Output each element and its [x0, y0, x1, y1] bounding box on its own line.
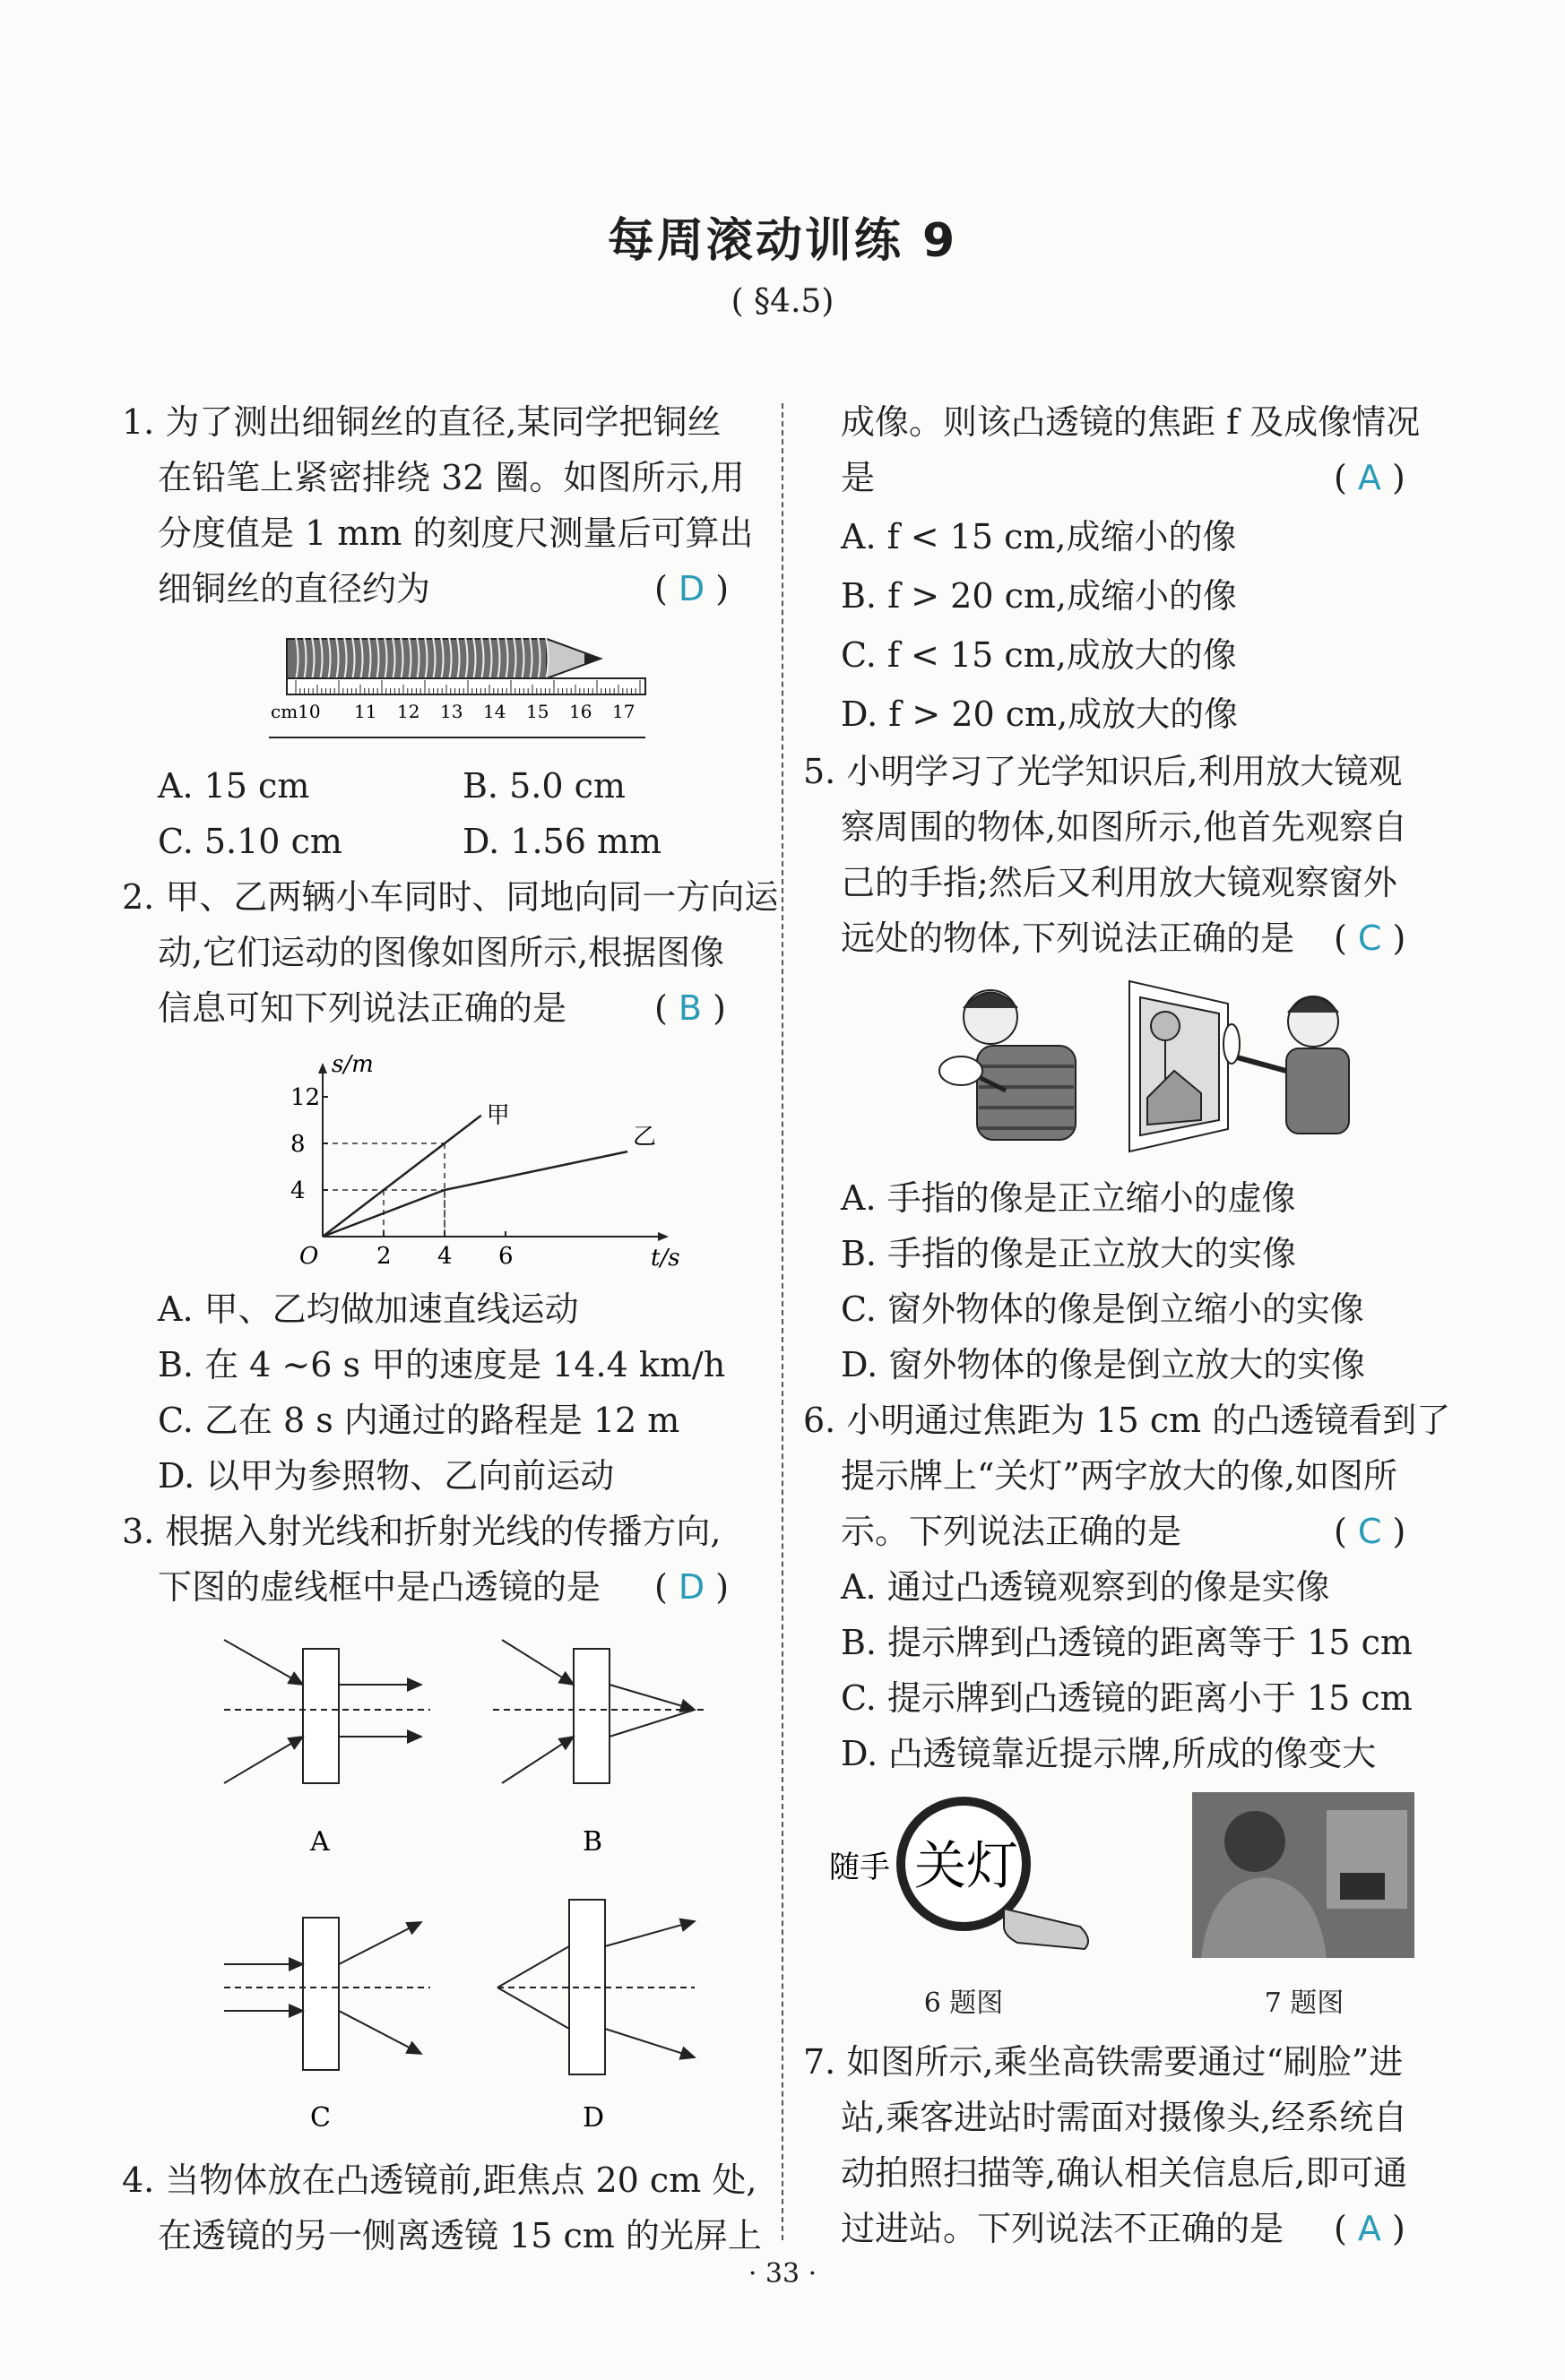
- q1-answer-box: ( D ): [654, 569, 730, 608]
- figure-d-ray-in-bottom: [497, 1988, 569, 2029]
- q1-option-c: C. 5.10 cm: [158, 822, 342, 861]
- chart-x-arrow: [658, 1232, 669, 1241]
- figure-d: [497, 1900, 695, 2074]
- figure-c-ray-out-bottom: [339, 2011, 421, 2054]
- q3-answer-box: ( D ): [654, 1567, 730, 1607]
- section-ref: ( §4.5): [731, 283, 834, 320]
- q5-option-a: A. 手指的像是正立缩小的虚像: [841, 1178, 1296, 1218]
- ruler-label-16: 16: [569, 701, 592, 722]
- figure-b-ray-out-top: [610, 1685, 695, 1710]
- q1-line-1: 1. 为了测出细铜丝的直径,某同学把铜丝: [122, 402, 722, 442]
- q7-answer-box: ( A ): [1334, 2209, 1405, 2248]
- q6-option-a: A. 通过凸透镜观察到的像是实像: [841, 1567, 1330, 1607]
- chart-y-label: s/m: [332, 1051, 374, 1078]
- figure-b-ray-out-bottom: [610, 1710, 695, 1737]
- x-tick-label-4: 4: [437, 1243, 453, 1270]
- q7-answer: A: [1357, 2209, 1381, 2248]
- boy1-shirt: [977, 1046, 1076, 1140]
- q2-option-d: D. 以甲为参照物、乙向前运动: [158, 1456, 615, 1496]
- ruler-label-cm10: cm10: [271, 701, 321, 722]
- chart-origin-label: O: [299, 1243, 319, 1270]
- magnifier1-lens: [939, 1056, 982, 1085]
- figure-label-a: A: [310, 1826, 330, 1858]
- ruler-label-11: 11: [354, 701, 377, 722]
- q4-answer: A: [1357, 458, 1381, 497]
- q4-option-c: C. f < 15 cm,成放大的像: [841, 635, 1237, 675]
- figure-label-b: B: [583, 1826, 603, 1858]
- figure-c-box: [303, 1918, 339, 2070]
- ruler-label-13: 13: [440, 701, 463, 722]
- figure-b-ray-in-top: [502, 1640, 574, 1685]
- sign-prefix-text: 随手: [829, 1850, 890, 1885]
- q1-option-a: A. 15 cm: [158, 766, 310, 806]
- fig7-caption: 7 题图: [1264, 1988, 1345, 2019]
- figure-a-ray-in-bottom: [224, 1737, 303, 1783]
- ruler-label-15: 15: [526, 701, 549, 722]
- q2-option-a: A. 甲、乙均做加速直线运动: [158, 1289, 579, 1329]
- x-tick-label-2: 2: [376, 1243, 392, 1270]
- q4-answer-box: ( A ): [1334, 458, 1405, 497]
- q5-magnifier-illustration: [905, 972, 1371, 1165]
- figure-c-ray-out-top: [339, 1922, 421, 1964]
- q2-line-1: 2. 甲、乙两辆小车同时、同地向同一方向运: [122, 877, 779, 917]
- q2-line-2: 动,它们运动的图像如图所示,根据图像: [158, 933, 725, 972]
- sign-magnified-text: 关灯: [914, 1835, 1019, 1896]
- q1-option-d: D. 1.56 mm: [463, 822, 662, 861]
- ruler-label-12: 12: [397, 701, 420, 722]
- q4-line-3: 成像。则该凸透镜的焦距 f 及成像情况: [841, 402, 1421, 442]
- ruler: [287, 678, 645, 694]
- q6-option-b: B. 提示牌到凸透镜的距离等于 15 cm: [841, 1623, 1413, 1662]
- page-number: · 33 ·: [748, 2258, 817, 2289]
- q1-line-4: 细铜丝的直径约为: [158, 569, 431, 608]
- y-tick-label-4: 4: [290, 1177, 306, 1204]
- q1-answer: D: [678, 569, 705, 608]
- y-tick-label-8: 8: [290, 1131, 306, 1158]
- series-line-jia: [323, 1116, 481, 1237]
- q2-line-3: 信息可知下列说法正确的是: [158, 988, 567, 1028]
- figure-label-d: D: [583, 2102, 605, 2134]
- q4-option-b: B. f > 20 cm,成缩小的像: [841, 576, 1237, 616]
- figure-b-ray-in-bottom: [502, 1737, 574, 1783]
- boy2-shirt: [1286, 1048, 1349, 1134]
- q3-lens-figures: [206, 1613, 726, 2151]
- boy2-hair: [1288, 997, 1338, 1013]
- q6-option-c: C. 提示牌到凸透镜的距离小于 15 cm: [841, 1678, 1413, 1718]
- y-tick-label-12: 12: [290, 1084, 321, 1111]
- q1-line-2: 在铅笔上紧密排绕 32 圈。如图所示,用: [158, 458, 745, 497]
- figure-label-c: C: [310, 2102, 331, 2134]
- figure-c: [224, 1918, 430, 2070]
- photo-person-head: [1224, 1811, 1285, 1872]
- q2-answer-box: ( B ): [654, 988, 726, 1028]
- ruler-label-14: 14: [483, 701, 506, 722]
- q1-option-b: B. 5.0 cm: [463, 766, 626, 806]
- figure-d-ray-in-top: [497, 1946, 569, 1988]
- figure-a-ray-in-top: [224, 1640, 303, 1685]
- q6-answer: C: [1357, 1512, 1382, 1551]
- q3-line-1: 3. 根据入射光线和折射光线的传播方向,: [122, 1512, 722, 1551]
- q5-answer: C: [1357, 918, 1382, 958]
- q2-option-b: B. 在 4 ~6 s 甲的速度是 14.4 km/h: [158, 1345, 726, 1384]
- q5-line-2: 察周围的物体,如图所示,他首先观察自: [841, 807, 1408, 847]
- q2-distance-time-chart: [269, 1035, 680, 1277]
- fig6-caption: 6 题图: [923, 1988, 1004, 2019]
- figure-a: [224, 1640, 430, 1783]
- column-divider: [782, 403, 783, 2240]
- q1-pencil-ruler-figure: [269, 623, 654, 748]
- figure-a-box: [303, 1649, 339, 1783]
- series-label-yi: 乙: [633, 1124, 657, 1151]
- q6-sign-figure: [825, 1783, 1129, 1962]
- figure-b-box: [574, 1649, 610, 1783]
- q4-option-d: D. f > 20 cm,成放大的像: [841, 694, 1239, 734]
- q5-line-1: 5. 小明学习了光学知识后,利用放大镜观: [803, 752, 1403, 791]
- q5-option-c: C. 窗外物体的像是倒立缩小的实像: [841, 1289, 1364, 1329]
- series-label-jia: 甲: [486, 1101, 510, 1129]
- boy1-hair: [964, 993, 1017, 1009]
- q6-line-1: 6. 小明通过焦距为 15 cm 的凸透镜看到了: [803, 1401, 1451, 1440]
- q7-line-2: 站,乘客进站时需面对摄像头,经系统自: [841, 2098, 1408, 2137]
- x-tick-label-6: 6: [498, 1243, 514, 1270]
- figure-d-ray-out-top: [605, 1921, 695, 1946]
- q4-line-4: 是: [841, 458, 876, 497]
- q3-line-2: 下图的虚线框中是凸透镜的是: [158, 1567, 601, 1607]
- q7-line-4: 过进站。下列说法不正确的是: [841, 2209, 1284, 2248]
- q6-line-2: 提示牌上“关灯”两字放大的像,如图所: [841, 1456, 1397, 1496]
- q2-option-c: C. 乙在 8 s 内通过的路程是 12 m: [158, 1401, 680, 1440]
- q5-line-3: 己的手指;然后又利用放大镜观察窗外: [841, 863, 1397, 902]
- chart-x-label: t/s: [651, 1245, 680, 1272]
- q2-answer: B: [678, 988, 702, 1028]
- q7-line-1: 7. 如图所示,乘坐高铁需要通过“刷脸”进: [803, 2042, 1404, 2082]
- series-line-yi: [323, 1151, 627, 1237]
- photo-scanner: [1340, 1873, 1385, 1900]
- q5-line-4: 远处的物体,下列说法正确的是: [841, 918, 1295, 958]
- q7-station-photo: [1192, 1792, 1414, 1958]
- q6-option-d: D. 凸透镜靠近提示牌,所成的像变大: [841, 1734, 1377, 1773]
- q6-answer-box: ( C ): [1334, 1512, 1406, 1551]
- q7-line-3: 动拍照扫描等,确认相关信息后,即可通: [841, 2153, 1408, 2193]
- q5-option-d: D. 窗外物体的像是倒立放大的实像: [841, 1345, 1366, 1384]
- figure-d-ray-out-bottom: [605, 2029, 695, 2057]
- q4-line-1: 4. 当物体放在凸透镜前,距焦点 20 cm 处,: [122, 2160, 757, 2200]
- page-title: 每周滚动训练 9: [607, 214, 958, 268]
- q5-answer-box: ( C ): [1334, 918, 1406, 958]
- window-tree-crown: [1151, 1012, 1180, 1040]
- figure-b: [493, 1640, 708, 1783]
- ruler-label-17: 17: [612, 701, 636, 722]
- q6-line-3: 示。下列说法正确的是: [841, 1512, 1182, 1551]
- q4-line-2: 在透镜的另一侧离透镜 15 cm 的光屏上: [158, 2216, 762, 2255]
- hand: [1004, 1909, 1088, 1949]
- chart-y-arrow: [318, 1063, 327, 1074]
- q1-line-3: 分度值是 1 mm 的刻度尺测量后可算出: [158, 513, 754, 553]
- boy2-arm: [1237, 1057, 1286, 1071]
- q5-option-b: B. 手指的像是正立放大的实像: [841, 1234, 1297, 1273]
- chart-series: [323, 1102, 656, 1237]
- q3-answer: D: [678, 1567, 705, 1607]
- q4-option-a: A. f < 15 cm,成缩小的像: [841, 517, 1237, 556]
- magnifier2-lens: [1223, 1024, 1240, 1064]
